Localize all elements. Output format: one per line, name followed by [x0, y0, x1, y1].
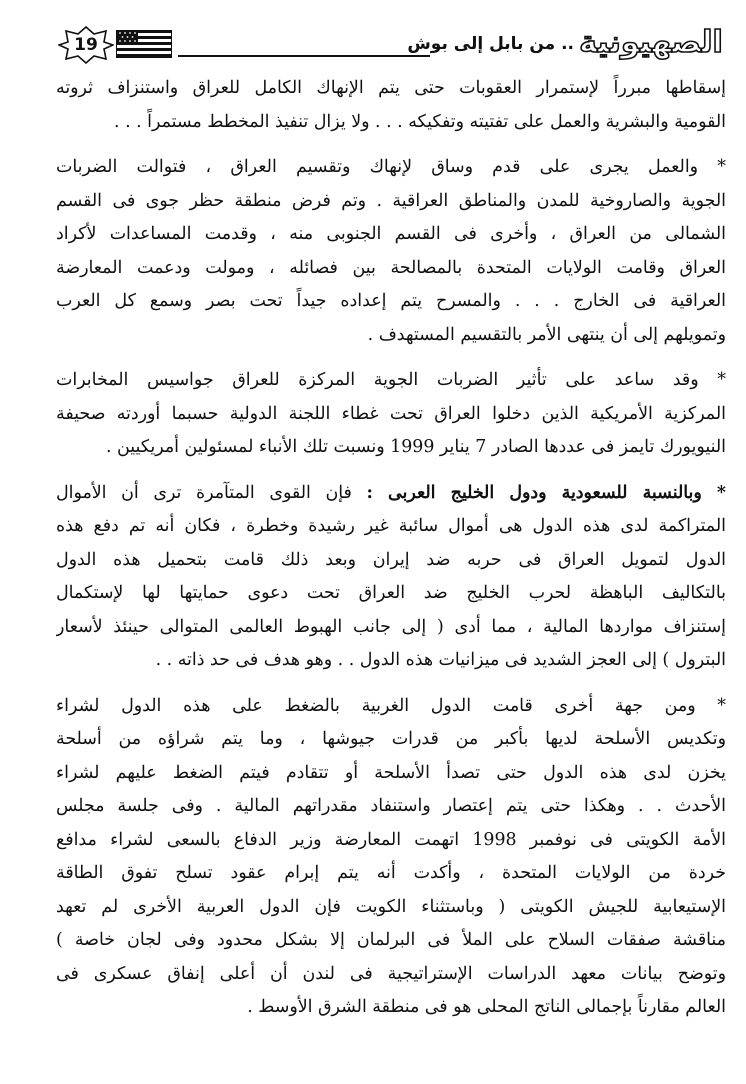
text-line: * والعمل يجرى على قدم وساق لإنهاك وتقسيم العراق ، فتوالت الضربات: [56, 157, 726, 177]
text-line: العراق وقامت الولايات المتحدة بالمصالحة بين فصائله ، ومولت ودعمت المعارضة: [56, 257, 726, 278]
header-rule: [178, 55, 430, 57]
text-line: وتمويلهم إلى أن ينتهى الأمر بالتقسيم المستهدف .: [367, 324, 726, 345]
paragraph-lead-heading: * وبالنسبة للسعودية ودول الخليج العربى :: [366, 482, 726, 503]
text-line: المركزية الأمريكية الذين دخلوا العراق تحت غطاء اللجنة الدولية حسبما أوردته صحيفة: [56, 403, 726, 424]
text-line: إستنزاف مواردها المالية ، مما أدى ( إلى جانب الهبوط العالمى المتوالى حينئذ لأسعار: [56, 616, 726, 637]
text-line: الشمالى من العراق ، وأخرى فى القسم الجنوبى منه ، وقدمت المساعدات لأكراد: [56, 224, 726, 244]
text-line-rest: فإن القوى المتآمرة ترى أن الأموال: [56, 482, 367, 503]
page-number: 19: [74, 35, 98, 55]
text-line: مناقشة صفقات السلاح على الملأ فى البرلمان إلا بشكل محدود وفى لجان خاصة ): [56, 930, 726, 950]
paragraph-4: [56, 477, 726, 678]
text-line: وتكديس الأسلحة لديها بأكبر من قدرات جيوشها ، وما يتم شراؤه من أسلحة: [56, 729, 726, 749]
page-header: [58, 26, 726, 66]
text-line: خردة من الولايات المتحدة ، وأكدت أنه يتم إبرام عقود تسلح تفوق الطاقة: [56, 863, 726, 883]
paragraph-1: [56, 72, 726, 139]
text-line: البترول ) إلى العجز الشديد فى ميزانيات هذه الدول . . وهو هدف فى حد ذاته . .: [155, 650, 726, 670]
page-body: [56, 72, 726, 1037]
text-line: * ومن جهة أخرى قامت الدول الغربية بالضغط على هذه الدول لشراء: [56, 695, 726, 716]
paragraph-2: [56, 151, 726, 352]
text-line: المتراكمة لدى هذه الدول هى أموال سائبة غير رشيدة وخطرة ، فكان أنه تم دفع هذه: [56, 516, 726, 536]
text-line: بالتكاليف الباهظة لحرب الخليج ضد العراق تحت دعوى حمايتها لها لإستكمال: [56, 583, 726, 603]
paragraph-3: [56, 364, 726, 465]
text-line: [56, 477, 726, 511]
text-line: الأمة الكويتى فى نوفمبر 1998 اتهمت المعارضة وزير الدفاع بالسعى لشراء مدافع: [56, 829, 726, 850]
text-line: * وقد ساعد على تأثير الضربات الجوية المركزة للعراق جواسيس المخابرات: [56, 370, 726, 390]
page-number-badge: [58, 26, 114, 64]
text-line: القومية والبشرية والعمل على تفتيته وتفكيكه . . . ولا يزال تنفيذ المخطط مستمراً . . .: [114, 111, 726, 132]
text-line: إسقاطها مبرراً لإستمرار العقوبات حتى يتم الإنهاك الكامل للعراق واستنزاف ثروته: [56, 78, 726, 98]
text-line: الإستيعابية للجيش الكويتى ( وباستثناء الكويت فإن الدول العربية الأخرى لم تعهد: [56, 896, 726, 917]
text-line: يخزن لدى هذه الدول حتى تصدأ الأسلحة أو تتقادم فيتم الضغط عليهم لشراء: [56, 762, 726, 783]
book-subtitle: .. من بابل إلى بوش: [407, 34, 574, 54]
us-flag-icon: [116, 30, 172, 58]
text-line: الجوية والصاروخية للمدن والمناطق العراقية . وتم فرض منطقة حظر جوى فى القسم: [56, 190, 726, 211]
paragraph-5: [56, 690, 726, 1025]
book-title-logo: الصهيونية: [579, 24, 723, 60]
text-line: الدول لتمويل العراق فى حربه ضد إيران وبعد ذلك قامت بتحميل هذه الدول: [56, 549, 726, 570]
text-line: النيويورك تايمز فى عددها الصادر 7 يناير 1999 ونسبت تلك الأنباء لمسئولين أمريكيين .: [105, 437, 726, 457]
text-line: العراقية فى الخارج . . . والمسرح يتم إعداده جيداً تحت بصر وسمع كل العرب: [56, 291, 726, 311]
text-line: وتوضح بيانات معهد الدراسات الإستراتيجية فى لندن أن أعلى إنفاق عسكرى فى: [56, 963, 726, 984]
text-line: الأحدث . . وهكذا حتى يتم إعتصار واستنفاد مقدراتهم المالية . وفى جلسة مجلس: [56, 796, 726, 816]
text-line: العالم مقارناً بإجمالى الناتج المحلى هو فى منطقة الشرق الأوسط .: [247, 997, 726, 1017]
